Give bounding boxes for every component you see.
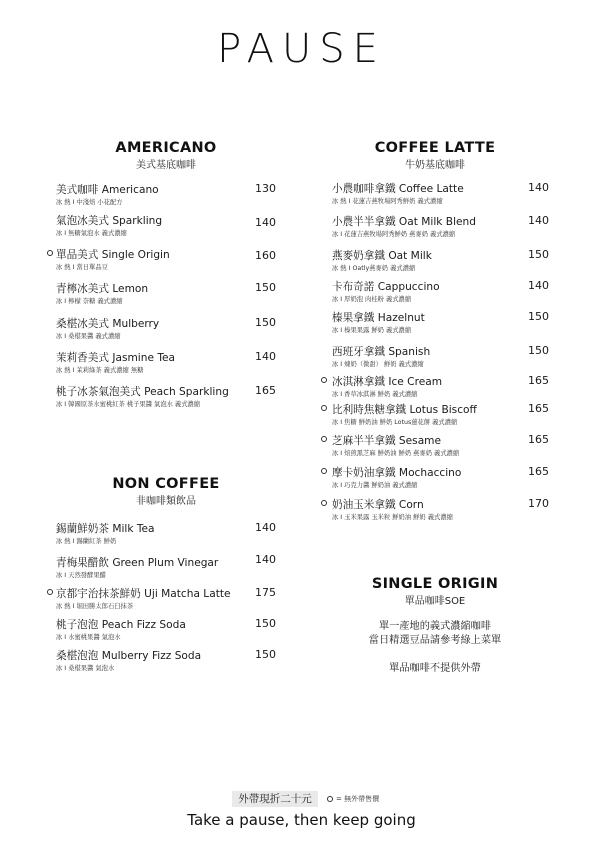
item-price: 150: [528, 344, 549, 357]
item-desc: 冰 I 厚奶泡 肉桂粉 義式濃縮: [332, 296, 412, 303]
single-origin-line: 當日精選豆品請參考綠上菜單: [368, 635, 502, 646]
item-name: 比利時焦糖拿鐵 Lotus Biscoff: [332, 404, 477, 416]
latte-title: COFFEE LATTE: [374, 140, 496, 156]
item-price: 130: [255, 182, 276, 195]
item-price: 140: [528, 214, 549, 227]
menu-item: [332, 214, 552, 238]
item-price: 150: [528, 248, 549, 261]
item-desc: 冰 I 玉米果露 玉米粒 鮮奶油 鮮奶 義式濃縮: [332, 514, 453, 521]
item-price: 140: [528, 181, 549, 194]
item-price: 165: [528, 374, 549, 387]
menu-item: [56, 586, 278, 610]
menu-item: [56, 247, 278, 271]
item-desc: 冰 I 巧克力醬 鮮奶油 義式濃縮: [332, 482, 418, 489]
item-name: 桑椹泡泡 Mulberry Fizz Soda: [56, 650, 202, 662]
item-name: 青梅果醋飲 Green Plum Vinegar: [56, 557, 219, 569]
no-takeaway-mark-icon: [321, 436, 327, 442]
item-desc: 冰 熱 I Oatly燕麥奶 義式濃縮: [332, 265, 416, 272]
item-desc: 冰 I 香草冰淇淋 鮮奶 義式濃縮: [332, 391, 418, 398]
item-price: 140: [255, 553, 276, 566]
no-takeaway-mark-icon: [47, 250, 53, 256]
menu-item: [56, 350, 278, 374]
menu-item: [332, 181, 552, 205]
item-desc: 冰 熱 I 花蓮吉燕牧場阿秀鮮奶 義式濃縮: [332, 198, 443, 205]
item-price: 150: [255, 281, 276, 294]
item-desc: 冰 I 水蜜桃果醬 氣泡水: [56, 634, 121, 641]
single-origin-subtitle: 單品咖啡SOE: [404, 596, 466, 607]
item-price: 165: [528, 465, 549, 478]
item-price: 165: [528, 402, 549, 415]
item-name: 桑椹冰美式 Mulberry: [56, 318, 160, 330]
item-name: 茉莉香美式 Jasmine Tea: [56, 352, 176, 364]
item-name: 燕麥奶拿鐵 Oat Milk: [332, 250, 432, 262]
item-name: 卡布奇諾 Cappuccino: [332, 281, 440, 293]
item-price: 165: [255, 384, 276, 397]
takeaway-discount-notice: 外帶現折二十元: [232, 791, 318, 807]
menu-item: [56, 213, 278, 237]
item-name: 京都宇治抹茶鮮奶 Uji Matcha Latte: [56, 588, 231, 600]
item-desc: 冰 I 天然發酵果醋: [56, 572, 106, 579]
no-takeaway-mark-icon: [321, 468, 327, 474]
no-takeaway-mark-icon: [321, 500, 327, 506]
menu-item: [56, 617, 278, 641]
item-name: 桃子泡泡 Peach Fizz Soda: [56, 619, 186, 631]
item-price: 140: [255, 216, 276, 229]
menu-item: [332, 374, 552, 398]
item-name: 摩卡奶油拿鐵 Mochaccino: [332, 467, 462, 479]
item-name: 芝麻半半拿鐵 Sesame: [332, 435, 442, 447]
no-takeaway-mark-icon: [327, 796, 333, 802]
item-price: 160: [255, 249, 276, 262]
item-name: 榛果拿鐵 Hazelnut: [332, 312, 425, 324]
americano-subtitle: 美式基底咖啡: [136, 160, 196, 171]
item-desc: 冰 熱 I 中淺焙 小花配方: [56, 199, 123, 206]
item-price: 150: [255, 617, 276, 630]
item-desc: 冰 I 焦糖 鮮奶油 鮮奶 Lotus蓮花餅 義式濃縮: [332, 419, 458, 426]
item-price: 150: [528, 310, 549, 323]
menu-item: [56, 555, 278, 579]
legend: [327, 794, 379, 804]
item-desc: 冰 I 桑椹果醬 氣泡水: [56, 665, 115, 672]
item-desc: 冰 I 無糖氣泡水 義式濃縮: [56, 230, 127, 237]
tagline: Take a pause, then keep going: [187, 811, 416, 829]
menu-item: [56, 316, 278, 340]
item-price: 165: [528, 433, 549, 446]
americano-title: AMERICANO: [115, 140, 217, 156]
item-name: 單品美式 Single Origin: [56, 249, 170, 261]
item-price: 150: [255, 648, 276, 661]
noncoffee-title: NON COFFEE: [112, 476, 220, 492]
item-desc: 冰 I 焙煎黑芝麻 鮮奶油 鮮奶 燕麥奶 義式濃縮: [332, 450, 460, 457]
item-desc: 冰 I 桑椹果醬 義式濃縮: [56, 333, 121, 340]
menu-item: [56, 384, 278, 408]
item-desc: 冰 I 榛果果露 鮮奶 義式濃縮: [332, 327, 412, 334]
menu-item: [56, 281, 278, 305]
item-desc: 冰 熱 I 茉莉綠茶 義式濃縮 無糖: [56, 367, 144, 374]
menu-item: [332, 433, 552, 457]
item-price: 150: [255, 316, 276, 329]
noncoffee-subtitle: 非咖啡類飲品: [136, 496, 196, 507]
item-name: 小農咖啡拿鐵 Coffee Latte: [332, 183, 464, 195]
item-desc: 冰 熱 I 錫蘭紅茶 鮮奶: [56, 538, 117, 545]
item-desc: 冰 熱 I 當日單品豆: [56, 264, 108, 271]
menu-item: [56, 521, 278, 545]
item-price: 140: [255, 521, 276, 534]
latte-subtitle: 牛奶基底咖啡: [405, 160, 465, 171]
menu-item: [332, 497, 552, 521]
single-origin-title: SINGLE ORIGIN: [371, 576, 499, 592]
item-price: 140: [528, 279, 549, 292]
item-desc: 冰 I 花蓮吉燕牧場阿秀鮮奶 燕麥奶 義式濃縮: [332, 231, 456, 238]
item-desc: 冰 I 韓國原茶水蜜桃紅茶 桃子果醬 氣泡水 義式濃縮: [56, 401, 201, 408]
item-name: 錫蘭鮮奶茶 Milk Tea: [56, 523, 155, 535]
item-name: 西班牙拿鐵 Spanish: [332, 346, 431, 358]
single-origin-line: 單品咖啡不提供外帶: [389, 663, 481, 674]
item-desc: 冰 I 檸檬 奈糖 義式濃縮: [56, 298, 123, 305]
no-takeaway-mark-icon: [321, 405, 327, 411]
menu-item: [332, 248, 552, 272]
menu-item: [332, 279, 552, 303]
no-takeaway-mark-icon: [321, 377, 327, 383]
item-price: 175: [255, 586, 276, 599]
menu-item: [332, 465, 552, 489]
item-name: 小農半半拿鐵 Oat Milk Blend: [332, 216, 476, 228]
item-name: 青檸冰美式 Lemon: [56, 283, 149, 295]
no-takeaway-mark-icon: [47, 589, 53, 595]
menu-item: [332, 402, 552, 426]
legend-text: = 無外帶售價: [336, 795, 380, 803]
item-name: 氣泡冰美式 Sparkling: [56, 215, 163, 227]
item-desc: 冰 熱 I 堀田勝太郎石臼抹茶: [56, 603, 134, 610]
item-price: 140: [255, 350, 276, 363]
menu-item: [332, 344, 552, 368]
brand-logo: PAUSE: [217, 26, 386, 72]
item-name: 奶油玉米拿鐵 Corn: [332, 499, 424, 511]
item-desc: 冰 I 煉奶（微甜） 鮮奶 義式濃縮: [332, 361, 424, 368]
menu-item: [56, 182, 278, 206]
menu-item: [332, 310, 552, 334]
item-name: 冰淇淋拿鐵 Ice Cream: [332, 376, 443, 388]
item-price: 170: [528, 497, 549, 510]
single-origin-line: 單一產地的義式濃縮咖啡: [378, 621, 492, 632]
menu-item: [56, 648, 278, 672]
item-name: 桃子冰茶氣泡美式 Peach Sparkling: [56, 386, 229, 398]
item-name: 美式咖啡 Americano: [56, 184, 159, 196]
